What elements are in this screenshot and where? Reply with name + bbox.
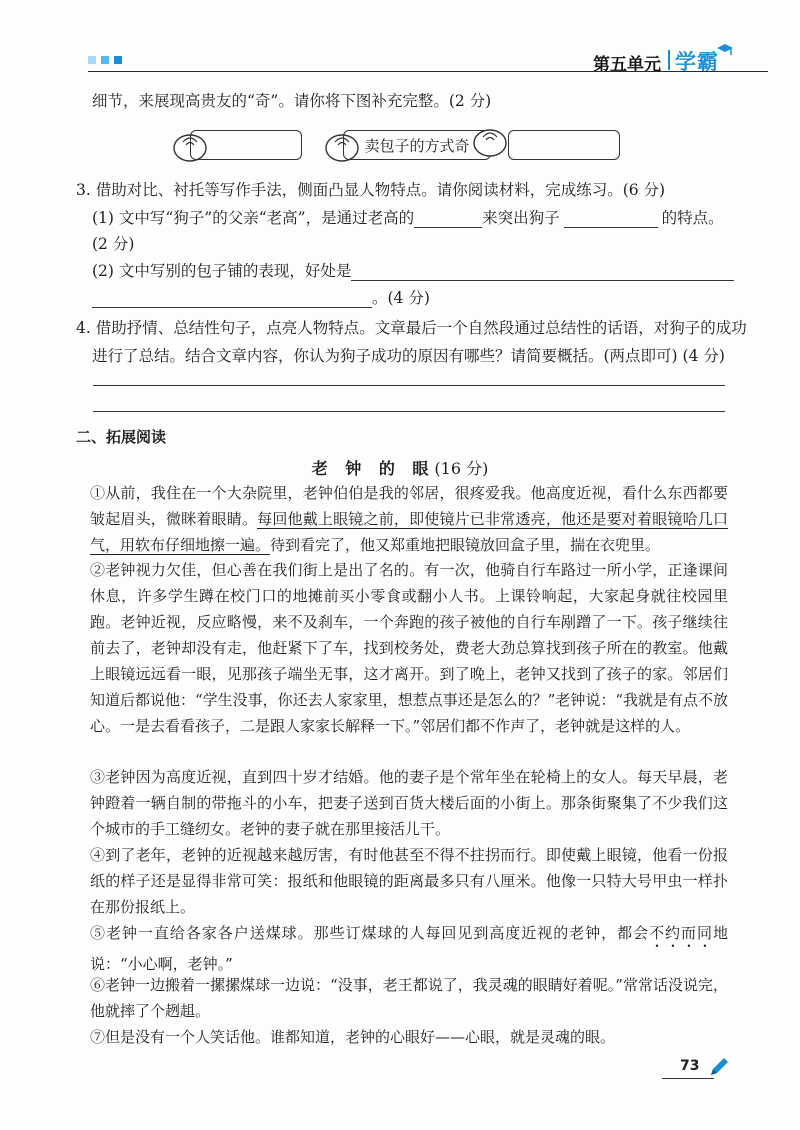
page-number: 73 bbox=[680, 1058, 700, 1074]
q3-sub1-text-b: 来突出狗子 bbox=[482, 209, 560, 227]
answer-line[interactable] bbox=[93, 385, 725, 386]
paragraph-5-text-a: ⑤老钟一直给各家各户送煤球。那些订煤球的人每回见到高度近视的老钟，都会 bbox=[90, 924, 650, 942]
q3-sub2-text: (2) 文中写别的包子铺的表现，好处是 bbox=[92, 262, 352, 280]
paragraph-1-text-a: ①从前，我住在一个大杂院里，老钟伯伯是我的邻居，很疼爱我。他高度近视，看什么东西都要皱起眉头，微眯着眼睛。 bbox=[90, 484, 728, 528]
q2-intro: 细节，来展现高贵友的“奇”。请你将下图补充完整。(2 分) bbox=[92, 92, 492, 110]
paragraph-1 bbox=[90, 480, 728, 558]
paragraph-2: ②老钟视力欠佳，但心善在我们街上是出了名的。有一次，他骑自行车路过一所小学，正逢课间休息，许多学生蹲在校门口的地摊前买小零食或翻小人书。上课铃响起，大家起身就往校园里跑。老钟近视，反应略慢，来不及刹车，一个奔跑的孩子被他的自行车剐蹭了一下。孩子继续往前去了，老钟却没有走，他赶紧下了车，找到校务处，费老大劲总算找到孩子所在的教室。他戴上眼镜远远看一眼，见那孩子端坐无事，这才离开。到了晚上，老钟又找到了孩子的家。邻居们知道后都说他：“学生没事，你还去人家家里，想惹点事还是怎么的？”老钟说：“我就是有点不放心。一是去看看孩子，二是跟人家家长解释一下。”邻居们都不作声了，老钟就是这样的人。 bbox=[90, 561, 729, 735]
q3-sub1-text-a: (1) 文中写“狗子”的父亲“老高”，是通过老高的 bbox=[92, 209, 415, 227]
header-square bbox=[114, 56, 122, 64]
underlined-sentence: 每回他戴上眼镜之前，即使镜片已非常透亮，他还是要对着眼镜哈几口气，用软布仔细地擦一遍。 bbox=[90, 510, 728, 554]
q3-sub2 bbox=[92, 261, 734, 281]
paragraph-1-text-b: 待到看完了，他又郑重地把眼镜放回盒子里，揣在衣兜里。 bbox=[270, 536, 661, 554]
page-number-rule bbox=[662, 1078, 714, 1079]
graduation-cap-icon bbox=[716, 42, 734, 58]
paragraph-5-text-b: 地说：“小心啊，老钟。” bbox=[90, 924, 728, 973]
diagram-box-left[interactable] bbox=[190, 130, 302, 160]
diagram-box-right[interactable] bbox=[508, 130, 620, 160]
q3-sub1-score: (2 分) bbox=[92, 235, 135, 253]
emphasized-phrase: 不约而同 bbox=[649, 924, 713, 942]
diagram-box-center: 卖包子的方式奇 bbox=[343, 130, 491, 160]
paragraph-5 bbox=[90, 920, 728, 977]
header-separator bbox=[668, 50, 670, 70]
q3-sub2-end: 。(4 分) bbox=[372, 289, 430, 307]
bun-icon bbox=[470, 115, 510, 159]
paragraph-4: ④到了老年，老钟的近视越来越厉害，有时他甚至不得不拄拐而行。即使戴上眼镜，他看一份报纸的样子还是显得非常可笑：报纸和他眼镜的距离最多只有八厘米。他像一只特大号甲虫一样扑在那份报纸上。 bbox=[90, 846, 728, 916]
paragraph-7: ⑦但是没有一个人笑话他。谁都知道，老钟的心眼好——心眼，就是灵魂的眼。 bbox=[90, 1028, 616, 1046]
answer-blank[interactable] bbox=[414, 211, 482, 228]
section-heading: 二、拓展阅读 bbox=[76, 428, 167, 446]
header-square bbox=[88, 56, 96, 64]
article-score: (16 分) bbox=[434, 459, 489, 478]
article-title-text: 老 钟 的 眼 bbox=[311, 459, 435, 478]
header-squares bbox=[88, 56, 122, 64]
q4-line2: 进行了总结。结合文章内容，你认为狗子成功的原因有哪些？请简要概括。(两点即可) (4 分) bbox=[92, 347, 725, 365]
answer-line[interactable] bbox=[93, 411, 725, 412]
paragraph-6: ⑥老钟一边搬着一摞摞煤球一边说：“没事，老王都说了，我灵魂的眼睛好着呢。”常常话没说完，他就摔了个趔趄。 bbox=[90, 976, 728, 1020]
q4-line1: 4. 借助抒情、总结性句子，点亮人物特点。文章最后一个自然段通过总结性的话语，对狗子的成功 bbox=[76, 319, 747, 337]
q3-stem: 3. 借助对比、衬托等写作手法，侧面凸显人物特点。请你阅读材料，完成练习。(6 分) bbox=[76, 181, 666, 199]
header-rule bbox=[88, 71, 768, 72]
header-square bbox=[101, 56, 109, 64]
answer-blank[interactable] bbox=[564, 211, 658, 228]
brand-logo: 学霸 bbox=[675, 50, 719, 74]
q3-sub2-cont bbox=[92, 288, 430, 308]
q3-sub1-text-c: 的特点。 bbox=[661, 209, 724, 227]
paragraph-3: ③老钟因为高度近视，直到四十岁才结婚。他的妻子是个常年坐在轮椅上的女人。每天早晨，老钟蹬着一辆自制的带拖斗的小车，把妻子送到百货大楼后面的小街上。那条街聚集了不少我们这个城市的手工缝纫女。老钟的妻子就在那里接活儿干。 bbox=[90, 768, 728, 838]
unit-label: 第五单元 bbox=[593, 55, 661, 75]
answer-blank[interactable] bbox=[351, 264, 734, 281]
pencil-icon bbox=[708, 1056, 730, 1078]
article-title bbox=[0, 456, 800, 479]
q3-sub1 bbox=[92, 208, 724, 228]
answer-blank[interactable] bbox=[92, 291, 372, 308]
